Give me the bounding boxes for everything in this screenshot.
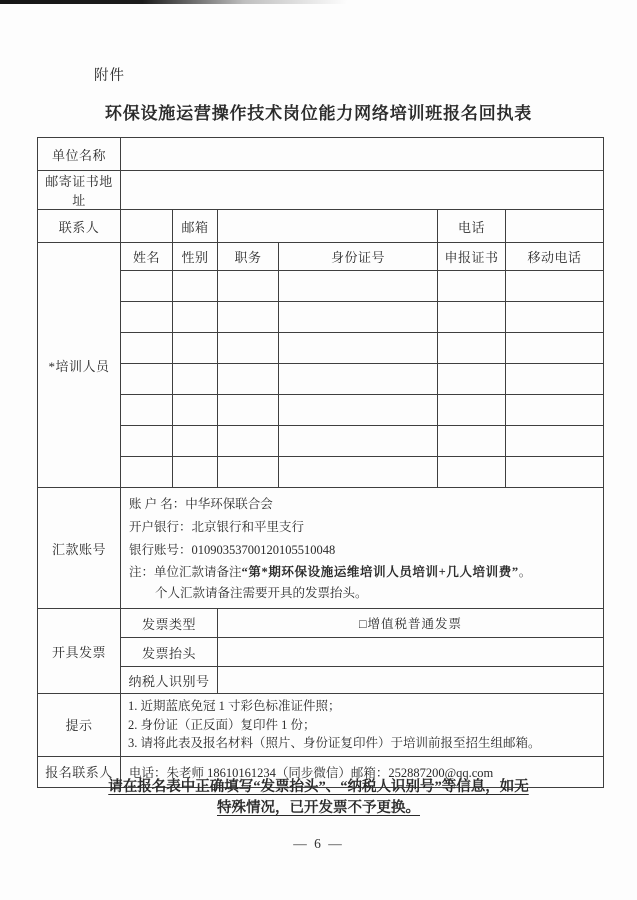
trainee-row — [38, 333, 604, 364]
trainee-cell-empty — [279, 333, 438, 364]
trainee-cell-empty — [121, 395, 173, 426]
trainee-cell-empty — [173, 395, 218, 426]
trainee-row — [38, 271, 604, 302]
remittance-account-number: 银行账号：01090353700120105510048 — [129, 543, 336, 557]
unit-name-value-cell — [121, 138, 604, 171]
trainee-cell-empty — [279, 271, 438, 302]
invoice-tax-id-value-cell — [218, 667, 604, 694]
trainee-cell-empty — [218, 271, 279, 302]
trainee-cell-empty — [438, 302, 506, 333]
mailing-address-value-cell — [121, 171, 604, 210]
remittance-note-line2: 个人汇款请备注需要开具的发票抬头。 — [155, 586, 368, 600]
mailing-address-label: 邮寄证书地址 — [38, 171, 121, 210]
trainee-col-gender: 性别 — [173, 243, 218, 271]
trainee-cell-empty — [279, 302, 438, 333]
trainee-row — [38, 302, 604, 333]
unit-name-label: 单位名称 — [38, 138, 121, 171]
registration-contact-label: 报名联系人 — [38, 756, 121, 787]
trainee-cell-empty — [506, 395, 604, 426]
tip-item-3: 3. 请将此表及报名材料（照片、身份证复印件）于培训前报至招生组邮箱。 — [128, 736, 541, 750]
registration-contact-value: 电话：朱老师 18610161234（同步微信）邮箱：252887200@qq.com — [121, 756, 604, 787]
remittance-note — [129, 562, 597, 583]
invoice-label: 开具发票 — [38, 609, 121, 694]
unit-name-row — [38, 138, 604, 171]
remittance-note-prefix: 注：单位汇款请备注 — [129, 565, 242, 579]
trainee-cell-empty — [438, 426, 506, 457]
tips-content-cell — [121, 694, 604, 757]
trainee-cell-empty — [218, 364, 279, 395]
trainee-cell-empty — [173, 364, 218, 395]
footer-note-line2: 特殊情况，已开发票不予更换。 — [217, 800, 420, 816]
phone-label: 电话 — [438, 210, 506, 243]
invoice-type-value: □增值税普通发票 — [218, 609, 604, 638]
invoice-title-label: 发票抬头 — [121, 638, 218, 667]
contact-label: 联系人 — [38, 210, 121, 243]
trainee-cell-empty — [218, 333, 279, 364]
remittance-account-name: 账 户 名：中华环保联合会 — [129, 497, 273, 511]
trainee-cell-empty — [121, 333, 173, 364]
trainee-col-certificate: 申报证书 — [438, 243, 506, 271]
trainee-cell-empty — [173, 302, 218, 333]
trainee-cell-empty — [506, 271, 604, 302]
trainee-cell-empty — [279, 364, 438, 395]
trainee-cell-empty — [279, 457, 438, 488]
page-number: — 6 — — [293, 836, 344, 851]
remittance-bank: 开户银行：北京银行和平里支行 — [129, 520, 305, 534]
contact-value-cell — [121, 210, 173, 243]
trainee-cell-empty — [173, 426, 218, 457]
invoice-title-row — [38, 638, 604, 667]
invoice-type-label: 发票类型 — [121, 609, 218, 638]
remittance-details-cell — [121, 488, 604, 609]
trainee-col-name: 姓名 — [121, 243, 173, 271]
trainee-col-id-number: 身份证号 — [279, 243, 438, 271]
trainee-cell-empty — [121, 302, 173, 333]
remittance-row — [38, 488, 604, 609]
scan-edge-artifact — [0, 0, 445, 4]
footer-note-line1: 请在报名表中正确填写“发票抬头”、“纳税人识别号”等信息，如无 — [108, 779, 529, 795]
tip-item-1: 1. 近期蓝底免冠 1 寸彩色标准证件照； — [128, 699, 341, 713]
trainee-cell-empty — [506, 426, 604, 457]
trainee-cell-empty — [279, 395, 438, 426]
tips-row — [38, 694, 604, 757]
trainee-cell-empty — [121, 426, 173, 457]
remittance-note-suffix: 。 — [518, 565, 532, 579]
tip-item-2: 2. 身份证（正反面）复印件 1 份； — [128, 717, 316, 732]
trainee-cell-empty — [218, 302, 279, 333]
trainee-row — [38, 457, 604, 488]
trainee-cell-empty — [438, 395, 506, 426]
trainee-row — [38, 395, 604, 426]
footer-note — [0, 777, 637, 819]
invoice-tax-id-row — [38, 667, 604, 694]
phone-value-cell — [506, 210, 604, 243]
email-label: 邮箱 — [173, 210, 218, 243]
trainee-cell-empty — [218, 457, 279, 488]
trainee-cell-empty — [121, 364, 173, 395]
trainee-cell-empty — [506, 302, 604, 333]
trainee-cell-empty — [438, 333, 506, 364]
trainee-cell-empty — [121, 271, 173, 302]
trainee-cell-empty — [218, 395, 279, 426]
remittance-note-bold: “第*期环保设施运维培训人员培训+几人培训费” — [241, 565, 519, 579]
tips-label: 提示 — [38, 694, 121, 757]
trainee-cell-empty — [173, 271, 218, 302]
registration-form-table — [37, 137, 604, 788]
trainee-header-row — [38, 243, 604, 271]
contact-row — [38, 210, 604, 243]
trainee-cell-empty — [506, 364, 604, 395]
trainee-cell-empty — [506, 457, 604, 488]
trainees-label: *培训人员 — [38, 243, 121, 488]
page-title: 环保设施运营操作技术岗位能力网络培训班报名回执表 — [104, 104, 533, 123]
trainee-cell-empty — [173, 457, 218, 488]
trainee-cell-empty — [173, 333, 218, 364]
trainee-col-position: 职务 — [218, 243, 279, 271]
remittance-label: 汇款账号 — [38, 488, 121, 609]
trainee-cell-empty — [506, 333, 604, 364]
trainee-cell-empty — [218, 426, 279, 457]
trainee-cell-empty — [438, 364, 506, 395]
trainee-cell-empty — [121, 457, 173, 488]
invoice-tax-id-label: 纳税人识别号 — [121, 667, 218, 694]
trainee-cell-empty — [438, 457, 506, 488]
email-value-cell — [218, 210, 438, 243]
invoice-title-value-cell — [218, 638, 604, 667]
mailing-address-row — [38, 171, 604, 210]
invoice-type-row — [38, 609, 604, 638]
trainee-cell-empty — [279, 426, 438, 457]
trainee-row — [38, 426, 604, 457]
trainee-col-mobile: 移动电话 — [506, 243, 604, 271]
trainee-cell-empty — [438, 271, 506, 302]
attachment-label: 附件 — [94, 68, 125, 84]
trainee-row — [38, 364, 604, 395]
